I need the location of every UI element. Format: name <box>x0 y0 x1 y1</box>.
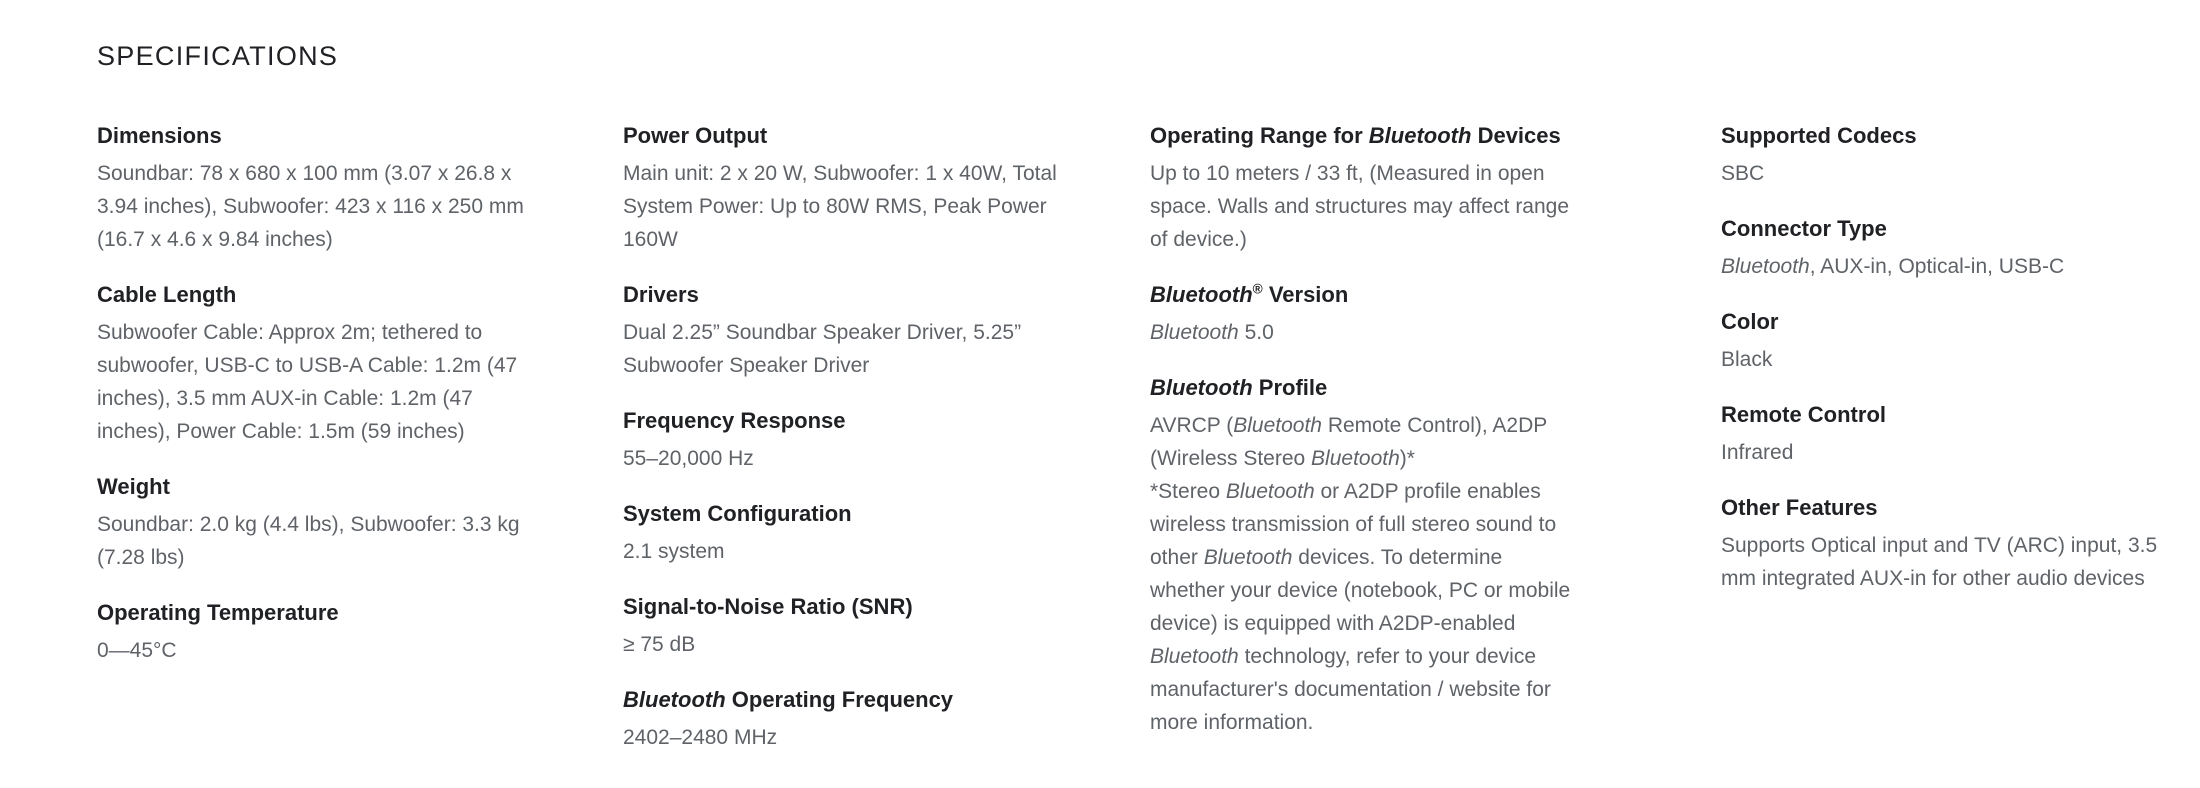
spec-term <box>1721 307 2173 337</box>
text-segment: )* <box>1399 447 1415 470</box>
spec-definition <box>1721 250 2173 283</box>
text-segment: Up to 10 meters / 33 ft, (Measured in open space. Walls and structures may affect range of device.) <box>1150 162 1570 251</box>
text-segment: , AUX-in, Optical-in, USB-C <box>1809 255 2065 278</box>
spec-item <box>97 280 537 448</box>
spec-term <box>623 685 1078 715</box>
text-segment: Weight <box>97 474 170 499</box>
spec-column-2-content <box>623 121 1078 754</box>
spec-item <box>623 406 1078 475</box>
spec-definition <box>623 157 1078 256</box>
text-segment: Operating Temperature <box>97 600 339 625</box>
spec-item <box>623 685 1078 754</box>
spec-definition <box>1721 343 2173 376</box>
brand-italic-text: Bluetooth <box>1203 546 1293 569</box>
spec-item <box>623 280 1078 382</box>
text-segment: Infrared <box>1721 441 1794 464</box>
brand-italic-text: Bluetooth <box>1225 480 1315 503</box>
text-segment: ≥ 75 dB <box>623 633 696 656</box>
text-segment: SBC <box>1721 162 1765 185</box>
spec-definition <box>1721 157 2173 190</box>
spec-term <box>97 121 537 151</box>
spec-item <box>1721 121 2173 190</box>
text-segment: Operating Frequency <box>725 687 954 712</box>
spec-term <box>623 406 1078 436</box>
text-segment: Remote Control <box>1721 402 1886 427</box>
spec-definition <box>1721 529 2173 595</box>
text-segment: Operating Range for <box>1150 123 1369 148</box>
spec-term <box>1721 493 2173 523</box>
text-segment: Main unit: 2 x 20 W, Subwoofer: 1 x 40W, Total System Power: Up to 80W RMS, Peak Power 160W <box>623 162 1057 251</box>
text-segment: Soundbar: 2.0 kg (4.4 lbs), Subwoofer: 3.3 kg (7.28 lbs) <box>97 513 520 569</box>
spec-term <box>1721 121 2173 151</box>
brand-italic-text: Bluetooth <box>1311 447 1400 470</box>
spec-definition <box>97 508 537 574</box>
page-title: SPECIFICATIONS <box>97 41 339 71</box>
text-segment: Cable Length <box>97 282 237 307</box>
text-segment: or A2DP profile enables wireless transmission of full stereo sound to other <box>1150 480 1557 569</box>
spec-term <box>623 121 1078 151</box>
spec-term <box>1721 400 2173 430</box>
spec-term <box>1150 280 1582 310</box>
text-segment: 5.0 <box>1238 321 1274 344</box>
spec-definition <box>1150 157 1582 256</box>
text-segment: 2402–2480 MHz <box>623 726 778 749</box>
spec-definition <box>97 634 537 667</box>
spec-term <box>623 592 1078 622</box>
spec-term <box>1721 214 2173 244</box>
text-segment: 2.1 system <box>623 540 725 563</box>
text-segment: AVRCP ( <box>1150 414 1234 437</box>
spec-definition <box>623 442 1078 475</box>
text-segment: 55–20,000 Hz <box>623 447 754 470</box>
spec-term <box>97 472 537 502</box>
text-segment: Soundbar: 78 x 680 x 100 mm (3.07 x 26.8 x 3.94 inches), Subwoofer: 423 x 116 x 250 mm (16.7 x 4.6 x 9.84 inches) <box>97 162 524 251</box>
spec-term <box>97 598 537 628</box>
spec-column-2 <box>623 121 1150 778</box>
text-segment: Version <box>1262 282 1349 307</box>
spec-item <box>1721 307 2173 376</box>
text-segment: Dual 2.25” Soundbar Speaker Driver, 5.25” Subwoofer Speaker Driver <box>623 321 1022 377</box>
spec-item <box>1150 280 1582 349</box>
spec-definition <box>97 157 537 256</box>
spec-item <box>97 121 537 256</box>
spec-term <box>623 280 1078 310</box>
spec-item <box>1150 121 1582 256</box>
spec-item <box>623 499 1078 568</box>
spec-definition <box>1150 409 1582 739</box>
text-segment: Signal-to-Noise Ratio (SNR) <box>623 594 913 619</box>
brand-italic-text: Bluetooth <box>1150 645 1239 668</box>
spec-term <box>1150 121 1582 151</box>
text-segment: System Configuration <box>623 501 852 526</box>
brand-italic-text: Bluetooth <box>1368 123 1472 148</box>
spec-item <box>97 472 537 574</box>
spec-column-4 <box>1721 121 2200 619</box>
spec-definition <box>623 316 1078 382</box>
spec-item <box>97 598 537 667</box>
text-segment: Black <box>1721 348 1773 371</box>
brand-italic-text: Bluetooth <box>1150 321 1239 344</box>
brand-italic-text: Bluetooth <box>1233 414 1322 437</box>
brand-italic-text: Bluetooth <box>1721 255 1810 278</box>
brand-italic-text: Bluetooth <box>1150 375 1253 400</box>
text-segment: devices. To determine whether your device (notebook, PC or mobile device) is equipped with A2DP-enabled <box>1150 546 1571 635</box>
spec-definition <box>1721 436 2173 469</box>
text-segment: technology, refer to your device manufacturer's documentation / website for more information. <box>1150 645 1551 734</box>
text-segment: Frequency Response <box>623 408 846 433</box>
spec-definition <box>623 628 1078 661</box>
spec-column-3-content <box>1150 121 1582 739</box>
spec-column-4-content <box>1721 121 2173 595</box>
text-segment: Supports Optical input and TV (ARC) input, 3.5 mm integrated AUX-in for other audio devices <box>1721 534 2158 590</box>
spec-column-1 <box>97 121 623 691</box>
brand-italic-text: Bluetooth <box>623 687 726 712</box>
spec-column-1-content <box>97 121 537 667</box>
spec-definition <box>1150 316 1582 349</box>
spec-column-3 <box>1150 121 1721 763</box>
spec-item <box>1721 214 2173 283</box>
text-segment: Drivers <box>623 282 699 307</box>
spec-item <box>623 121 1078 256</box>
text-segment: Subwoofer Cable: Approx 2m; tethered to subwoofer, USB-C to USB-A Cable: 1.2m (47 inches), 3.5 mm AUX-in Cable: 1.2m (47 inches), Power Cable: 1.5m (59 inches) <box>97 321 518 443</box>
text-segment: Power Output <box>623 123 768 148</box>
text-segment: Dimensions <box>97 123 222 148</box>
text-segment: Devices <box>1471 123 1561 148</box>
spec-definition <box>97 316 537 448</box>
text-segment: Remote Control), A2DP (Wireless Stereo <box>1150 414 1547 470</box>
text-segment: Supported Codecs <box>1721 123 1917 148</box>
spec-item <box>1721 400 2173 469</box>
text-segment: *Stereo <box>1150 480 1226 503</box>
text-segment: Other Features <box>1721 495 1878 520</box>
text-segment: Profile <box>1252 375 1328 400</box>
text-segment: Connector Type <box>1721 216 1887 241</box>
spec-item <box>1721 493 2173 595</box>
registered-mark: ® <box>1252 281 1263 297</box>
text-segment: 0—45°C <box>97 639 177 662</box>
brand-italic-text: Bluetooth <box>1150 282 1253 307</box>
spec-item <box>1150 373 1582 739</box>
spec-term <box>97 280 537 310</box>
spec-term <box>1150 373 1582 403</box>
spec-definition <box>623 535 1078 568</box>
spec-definition <box>623 721 1078 754</box>
spec-columns <box>97 121 2200 778</box>
text-segment: Color <box>1721 309 1779 334</box>
spec-term <box>623 499 1078 529</box>
spec-item <box>623 592 1078 661</box>
